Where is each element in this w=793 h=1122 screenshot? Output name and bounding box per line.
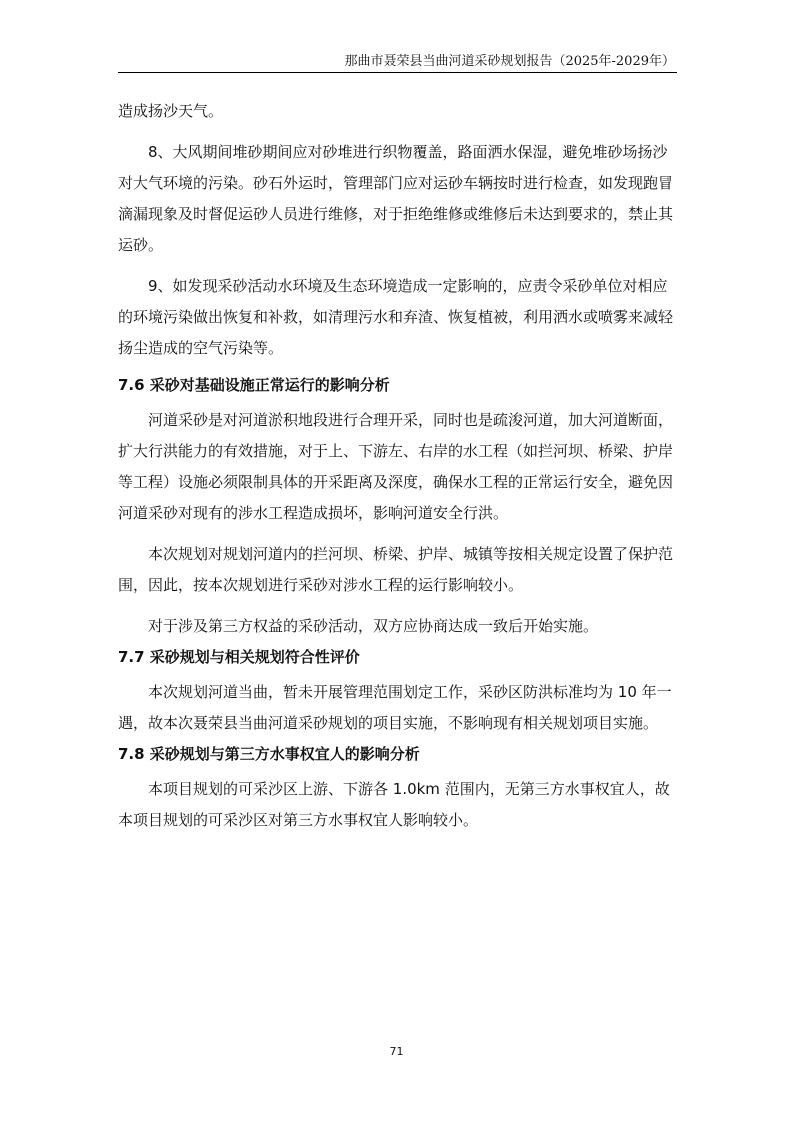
header-rule — [118, 72, 677, 73]
page-header: 那曲市聂荣县当曲河道采砂规划报告（2025年-2029年） — [344, 54, 675, 69]
paragraph-item-8: 8、大风期间堆砂期间应对砂堆进行织物覆盖，路面洒水保湿，避免堆砂场扬沙对大气环境的污染。砂石外运时，管理部门应对运砂车辆按时进行检查，如发现跑冒滴漏现象及时督促运砂人员进行维修，对于拒绝维修或维修后未达到要求的，禁止其运砂。 — [118, 143, 674, 254]
section-heading-7-8: 7.8 采砂规划与第三方水事权宜人的影响分析 — [118, 745, 420, 763]
section-7-7-paragraph-1: 本次规划河道当曲，暂未开展管理范围划定工作，采砂区防洪标准均为 10 年一遇，故本次聂荣县当曲河道采砂规划的项目实施，不影响现有相关规划项目实施。 — [118, 683, 672, 732]
section-7-6-paragraph-3: 对于涉及第三方权益的采砂活动，双方应协商达成一致后开始实施。 — [148, 617, 599, 635]
paragraph-continuation: 造成扬沙天气。 — [118, 102, 224, 120]
section-7-6-paragraph-1: 河道采砂是对河道淤积地段进行合理开采，同时也是疏浚河道，加大河道断面，扩大行洪能力的有效措施，对于上、下游左、右岸的水工程（如拦河坝、桥梁、护岸等工程）设施必须限制具体的开采距离及深度，确保水工程的正常运行安全，避免因河道采砂对现有的涉水工程造成损坏，影响河道安全行洪。 — [118, 411, 674, 522]
paragraph-item-9: 9、如发现采砂活动水环境及生态环境造成一定影响的，应责令采砂单位对相应的环境污染做出恢复和补救，如清理污水和弃渣、恢复植被，利用洒水或喷雾来减轻扬尘造成的空气污染等。 — [118, 277, 674, 357]
document-body — [118, 96, 678, 836]
section-heading-7-7: 7.7 采砂规划与相关规划符合性评价 — [118, 648, 360, 666]
section-7-8-paragraph-1: 本项目规划的可采沙区上游、下游各 1.0km 范围内，无第三方水事权宜人，故本项目规划的可采沙区对第三方水事权宜人影响较小。 — [118, 780, 670, 829]
page-number: 71 — [389, 1045, 404, 1058]
section-7-6-paragraph-2: 本次规划对规划河道内的拦河坝、桥梁、护岸、城镇等按相关规定设置了保护范围，因此，按本次规划进行采砂对涉水工程的运行影响较小。 — [118, 545, 674, 594]
section-heading-7-6: 7.6 采砂对基础设施正常运行的影响分析 — [118, 376, 390, 394]
